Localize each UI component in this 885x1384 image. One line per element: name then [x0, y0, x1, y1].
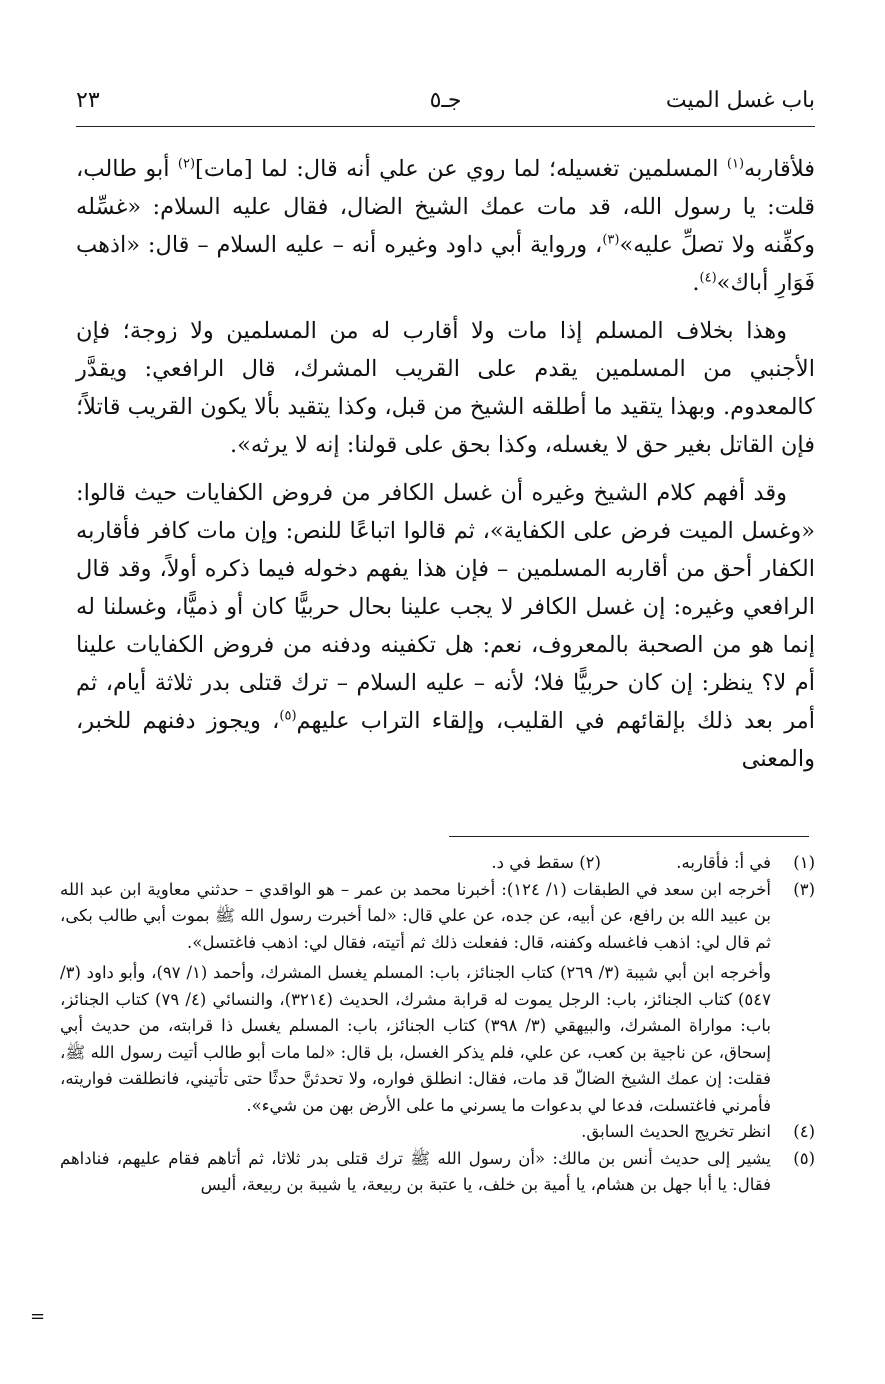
- footnote-marker: (٣): [602, 232, 620, 248]
- footnote-marker: (٢): [177, 156, 196, 172]
- body-paragraph: [76, 312, 815, 464]
- footnote-text: يشير إلى حديث أنس بن مالك: «أن رسول الله ﷺ ترك قتلى بدر ثلاثا، ثم أتاهم فقام عليهم، فناداهم فقال: يا أبا جهل بن هشام، يا أمية بن خلف، يا عتبة بن ربيعة، يا شيبة بن ربيعة، أليس: [60, 1148, 771, 1194]
- footnote-number: (٥): [793, 1148, 815, 1168]
- body-text: أبو طالب، قلت: يا رسول الله، قد مات عمك الشيخ الضال، فقال عليه السلام: «غسِّله وكفِّنه ولا تصلِّ عليه»: [76, 156, 816, 258]
- footnote-number: (١): [793, 853, 815, 872]
- footnote-number: (٣): [793, 879, 815, 899]
- body-text: وقد أفهم كلام الشيخ وغيره أن غسل الكافر من فروض الكفايات حيث قالوا: «وغسل الميت فرض على الكفاية»، ثم قالوا اتباعًا للنص: وإن مات كافر فأقاربه الكفار أحق من أقاربه المسلمين – فإن هذا يفهم دخوله فيما ذكره أولاً، وقد قال الرافعي وغيره: إن غسل الكافر لا يجب علينا بحال حربيًّا كان أو ذميًّا، وغسلنا له إنما هو من الصحبة بالمعروف، نعم: هل تكفينه ودفنه من فروض الكفايات علينا أم لا؟ ينظر: إن كان حربيًّا فلا؛ لأنه – عليه السلام – ترك قتلى بدر ثلاثة أيام، ثم أمر بعد ذلك بإلقائهم في القليب، وإلقاء التراب عليهم: [76, 480, 815, 734]
- footnote-text: سقط في د.: [491, 853, 574, 872]
- footnote-paragraph: وأخرجه ابن أبي شيبة (٣/ ٢٦٩) كتاب الجنائز، باب: المسلم يغسل المشرك، وأحمد (١/ ٩٧)، وأبو داود (٣/ ٥٤٧) كتاب الجنائز، باب: الرجل يموت له قرابة مشرك، الحديث (٣٢١٤)، والنسائي (٤/ ٧٩) كتاب الجنائز، باب: مواراة المشرك، والبيهقي (٣/ ٣٩٨) كتاب الجنائز، باب: المسلم يغسل ذا قرابته، من حديث أبي إسحاق، عن ناجية بن كعب، عن علي، فلم يذكر الغسل، بل قال: «لما مات أبو طالب أتيت رسول الله ﷺ، فقلت: إن عمك الشيخ الضالّ قد مات، فقال: انطلق فواره، ولا تحدثنَّ حدثًا حتى تأتيني، فانطلقت فواريته، فأمرني فاغتسلت، فدعا لي بدعوات ما يسرني ما على الأرض بهن من شيء».: [60, 963, 772, 1115]
- footnote-row-1-2: [60, 850, 815, 877]
- continuation-mark: =: [30, 1306, 46, 1327]
- main-text: [76, 150, 815, 788]
- footnote-marker: (١): [726, 156, 745, 172]
- body-text: المسلمين تغسيله؛ لما روي عن علي أنه قال: لما [مات]: [195, 156, 727, 182]
- footnote-5: [60, 1146, 815, 1199]
- body-text: .: [692, 270, 700, 296]
- running-header: [76, 80, 815, 127]
- footnote-text: انظر تخريج الحديث السابق.: [581, 1122, 771, 1141]
- body-paragraph: [76, 474, 815, 778]
- body-paragraph: [76, 150, 815, 302]
- footnotes: [60, 850, 815, 1199]
- footnote-separator: [449, 836, 809, 837]
- footnote-paragraph: أخرجه ابن سعد في الطبقات (١/ ١٢٤): أخبرنا محمد بن عمر – هو الواقدي – حدثني معاوية ابن عبد الله بن عبيد الله بن رافع، عن أبيه، عن جده، عن علي قال: «لما أخبرت رسول الله ﷺ بموت أبي طالب بكى، ثم قال لي: اذهب فاغسله وكفنه، قال: ففعلت ذلك ثم أتيته، فقال لي: اذهب فاغتسل».: [60, 879, 771, 952]
- footnote-marker: (٥): [279, 708, 297, 724]
- footnote-marker: (٤): [699, 270, 717, 286]
- footnote-4: [60, 1119, 815, 1146]
- body-text: ، ويجوز دفنهم للخبر، والمعنى: [76, 708, 815, 772]
- chapter-title: باب غسل الميت: [665, 88, 815, 113]
- page-number: ٢٣: [76, 88, 100, 113]
- body-text: فلأقاربه: [744, 156, 815, 182]
- footnote-text: في أ: فأقاربه.: [676, 853, 771, 872]
- body-text: ، ورواية أبي داود وغيره أنه – عليه السلام – قال: «اذهب فَوَارِ أباك»: [76, 232, 815, 296]
- footnote-number: (٤): [793, 1122, 815, 1141]
- volume-label: جـ٥: [429, 88, 462, 113]
- body-text: وهذا بخلاف المسلم إذا مات ولا أقارب له من المسلمين ولا زوجة؛ فإن الأجنبي من المسلمين يقدم على القريب المشرك، قال الرافعي: ويقدَّر كالمعدوم. وبهذا يتقيد ما أطلقه الشيخ من قبل، وكذا يتقيد بألا يكون القريب قاتلاً؛ فإن القاتل بغير حق لا يغسله، وكذا بحق على قولنا: إنه لا يرثه».: [76, 318, 815, 458]
- footnote-3: [60, 877, 815, 1120]
- footnote-number: (٢): [579, 853, 601, 872]
